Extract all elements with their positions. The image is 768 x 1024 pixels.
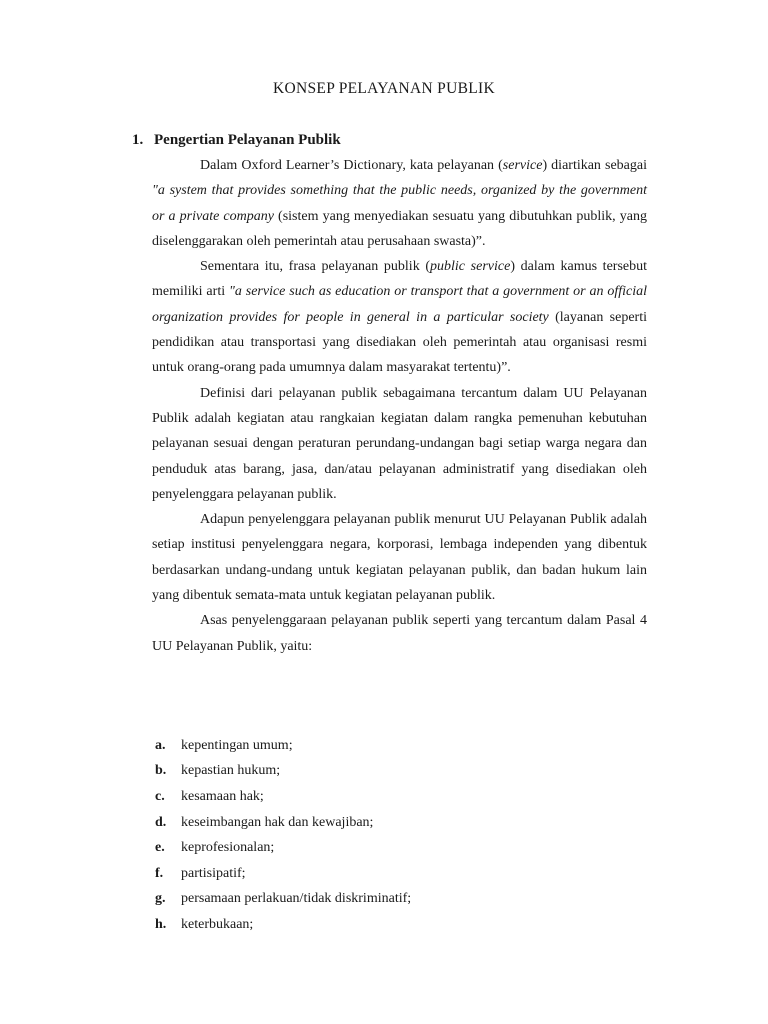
paragraph-4: Adapun penyelenggara pelayanan publik menurut UU Pelayanan Publik adalah setiap institusi penyelenggara negara, korporasi, lembaga independen yang dibentuk berdasarkan undang-undang untuk kegiatan pelayanan publik, dan badan hukum lain yang dibentuk semata-mata untuk kegiatan pelayanan publik.: [152, 512, 647, 604]
list-item: [155, 835, 650, 861]
page-title: KONSEP PELAYANAN PUBLIK: [273, 80, 495, 97]
list-item: [155, 912, 650, 938]
list-marker: f.: [155, 865, 164, 881]
list-item-text: keterbukaan;: [181, 916, 254, 932]
paragraph-1-text-c: ) diartikan sebagai: [542, 158, 647, 173]
list-item: [155, 861, 650, 887]
paragraph-1: [152, 153, 647, 254]
paragraph-1-quote: "a system that provides something that the public needs, organized by the government or a private company: [152, 183, 647, 224]
section-heading: [132, 132, 341, 149]
paragraph-5: Asas penyelenggaraan pelayanan publik seperti yang tercantum dalam Pasal 4 UU Pelayanan Publik, yaitu:: [152, 613, 647, 654]
paragraph-2-quote: "a service such as education or transport that a government or an official organization provides for people in general in a particular society: [152, 284, 647, 325]
paragraph-2-term: public service: [430, 259, 511, 275]
list-item-text: kesamaan hak;: [181, 788, 264, 804]
list-marker: b.: [155, 763, 167, 779]
section-number: 1.: [132, 132, 144, 148]
list-marker: g.: [155, 891, 166, 907]
list-marker: a.: [155, 737, 166, 753]
paragraph-1-text-e: (sistem yang menyediakan sesuatu yang dibutuhkan publik, yang diselenggarakan oleh pemerintah atau perusahaan swasta)”.: [152, 208, 647, 249]
principles-list: [155, 733, 650, 938]
list-marker: c.: [155, 788, 165, 804]
list-item-text: keprofesionalan;: [181, 840, 275, 856]
list-item-text: partisipatif;: [181, 865, 246, 881]
list-item: [155, 733, 650, 759]
list-marker: e.: [155, 840, 165, 856]
paragraph-2-text-e: (layanan seperti pendidikan atau transportasi yang disediakan oleh pemerintah atau organisasi resmi untuk orang-orang pada umumnya dalam masyarakat tertentu)”.: [152, 309, 647, 376]
paragraph-2-text-a: Sementara itu, frasa pelayanan publik (: [200, 259, 431, 275]
list-item-text: kepastian hukum;: [181, 763, 281, 779]
list-item-text: persamaan perlakuan/tidak diskriminatif;: [181, 891, 412, 907]
body-text: [152, 153, 647, 659]
paragraph-1-term: service: [502, 158, 543, 173]
paragraph-1-text-a: Dalam Oxford Learner’s Dictionary, kata pelayanan (: [200, 158, 503, 173]
section-heading-text: Pengertian Pelayanan Publik: [154, 132, 341, 148]
list-item: [155, 887, 650, 913]
paragraph-3: Definisi dari pelayanan publik sebagaimana tercantum dalam UU Pelayanan Publik adalah kegiatan atau rangkaian kegiatan dalam rangka pemenuhan kebutuhan pelayanan sesuai dengan peraturan perundang-undangan bagi setiap warga negara dan penduduk atas barang, jasa, dan/atau pelayanan administratif yang disediakan oleh penyelenggara pelayanan publik.: [152, 385, 647, 502]
list-item: [155, 784, 650, 810]
list-item: [155, 759, 650, 785]
list-item-text: kepentingan umum;: [181, 737, 293, 753]
list-item: [155, 810, 650, 836]
paragraph-2-text-c: ) dalam kamus tersebut memiliki arti: [152, 259, 648, 300]
list-marker: d.: [155, 814, 167, 830]
list-marker: h.: [155, 916, 167, 932]
list-item-text: keseimbangan hak dan kewajiban;: [181, 814, 374, 830]
paragraph-2: [152, 254, 647, 380]
